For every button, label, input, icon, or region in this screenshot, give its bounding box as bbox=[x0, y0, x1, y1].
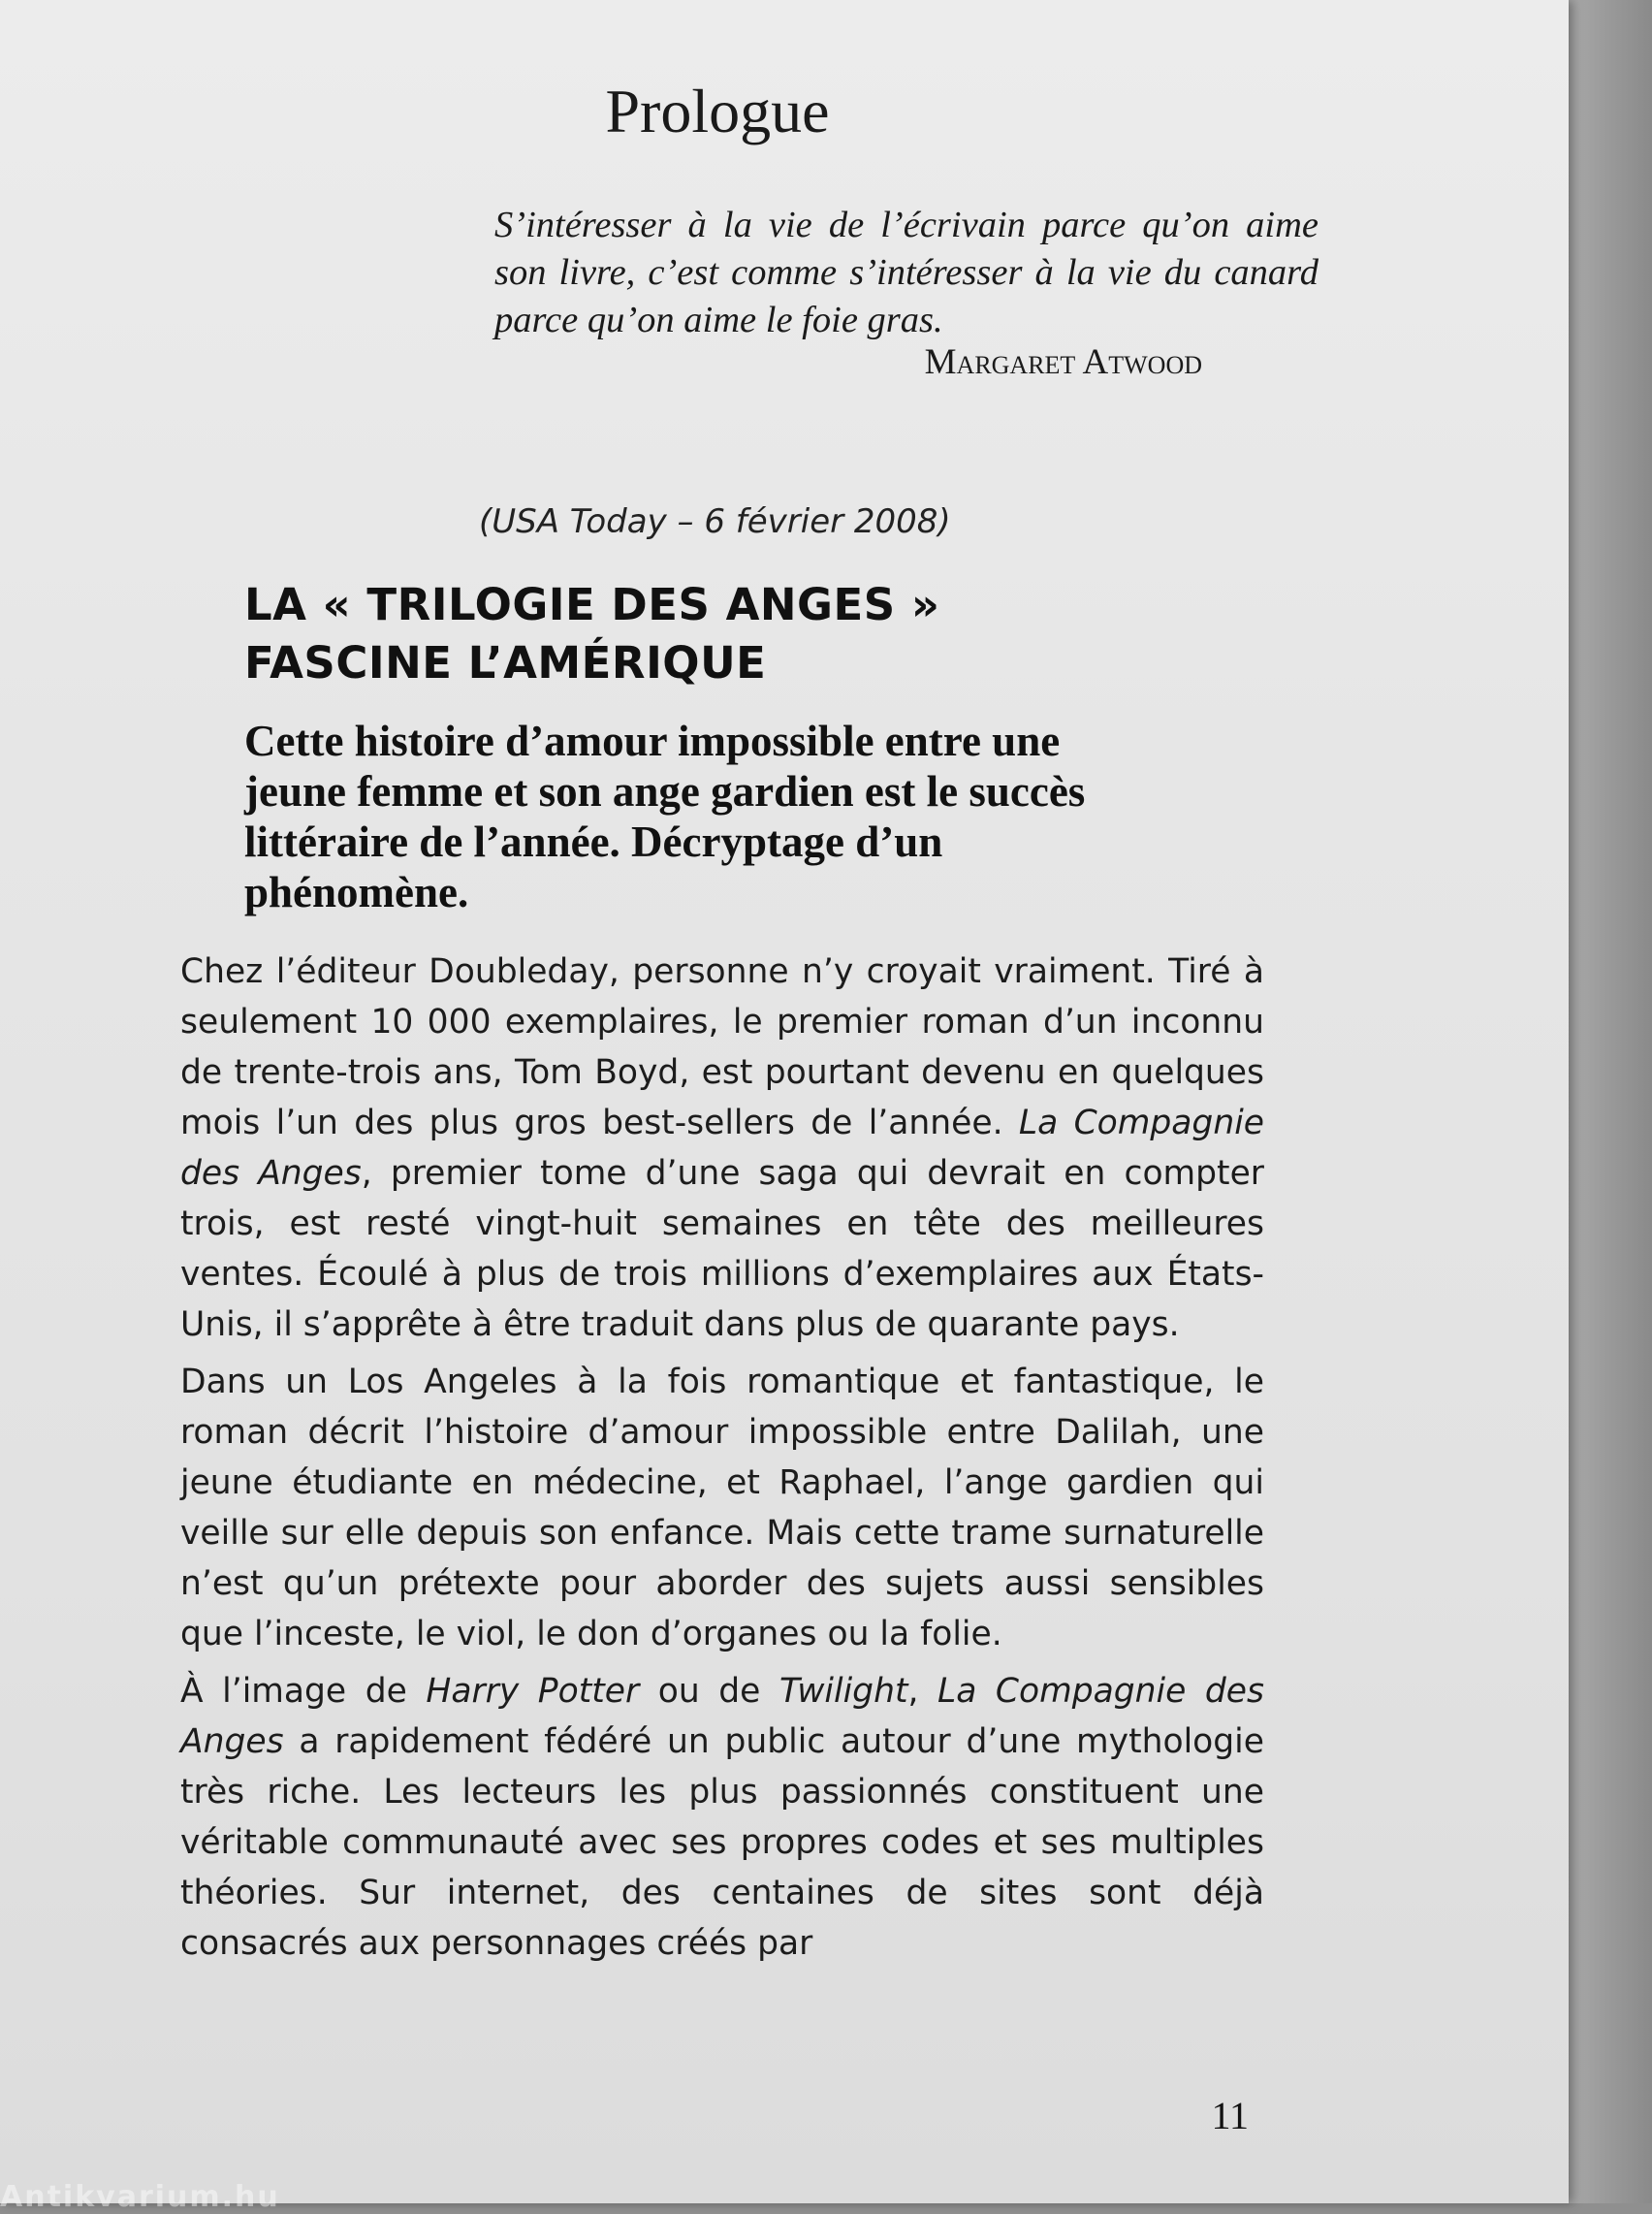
chapter-title: Prologue bbox=[605, 77, 830, 145]
page-edge bbox=[1569, 0, 1652, 2203]
body-paragraph bbox=[180, 947, 1264, 1350]
watermark: Antikvarium.hu bbox=[0, 2180, 280, 2214]
article-headline bbox=[244, 576, 1117, 692]
paragraph-text: , bbox=[907, 1672, 938, 1711]
paragraph-text: À l’image de bbox=[180, 1672, 427, 1711]
paragraph-text: , premier tome d’une saga qui devrait en compter trois, est resté vingt-huit semaines en tête des meilleures ventes. Écoulé à plus de trois millions d’exemplaires aux États-Unis, il s’apprête à être traduit dans plus de quarante pays. bbox=[180, 1154, 1264, 1344]
body-paragraph bbox=[180, 1666, 1264, 1969]
book-title: La Compagnie des Anges bbox=[180, 1672, 1265, 1761]
article-body bbox=[180, 947, 1264, 1975]
paragraph-text: Chez l’éditeur Doubleday, personne n’y croyait vraiment. Tiré à seulement 10 000 exemplaires, le premier roman d’un inconnu de trente-trois ans, Tom Boyd, est pourtant devenu en quelques mois l’un des plus gros best-sellers de l’année. bbox=[180, 952, 1264, 1142]
article-lead: Cette histoire d’amour impossible entre une jeune femme et son ange gardien est le succès littéraire de l’année. Décryptage d’un phénomène. bbox=[244, 717, 1086, 916]
body-paragraph: Dans un Los Angeles à la fois romantique et fantastique, le roman décrit l’histoire d’amour impossible entre Dalilah, une jeune étudiante en médecine, et Raphael, l’ange gardien qui veille sur elle depuis son enfance. Mais cette trame surnaturelle n’est qu’un prétexte pour aborder des sujets aussi sensibles que l’inceste, le viol, le don d’organes ou la folie. bbox=[180, 1363, 1264, 1653]
book-title: Twilight bbox=[778, 1672, 908, 1711]
page-number: 11 bbox=[1211, 2094, 1249, 2137]
book-title: La Compagnie des Anges bbox=[180, 1104, 1265, 1193]
headline-line-2: FASCINE L’AMÉRIQUE bbox=[244, 637, 767, 689]
epigraph-author: Margaret Atwood bbox=[924, 342, 1202, 382]
headline-line-1: LA « TRILOGIE DES ANGES » bbox=[244, 579, 940, 630]
epigraph-quote: S’intéresser à la vie de l’écrivain parce qu’on aime son livre, c’est comme s’intéresser à la vie du canard parce qu’on aime le foie gras. bbox=[494, 205, 1318, 340]
book-title: Harry Potter bbox=[426, 1672, 640, 1711]
article-source: (USA Today – 6 février 2008) bbox=[479, 502, 951, 541]
paragraph-text: ou de bbox=[639, 1672, 779, 1711]
paragraph-text: a rapidement fédéré un public autour d’une mythologie très riche. Les lecteurs les plus passionnés constituent une véritable communauté avec ses propres codes et ses multiples théories. Sur internet, des centaines de sites sont déjà consacrés aux personnages créés par bbox=[180, 1722, 1264, 1963]
